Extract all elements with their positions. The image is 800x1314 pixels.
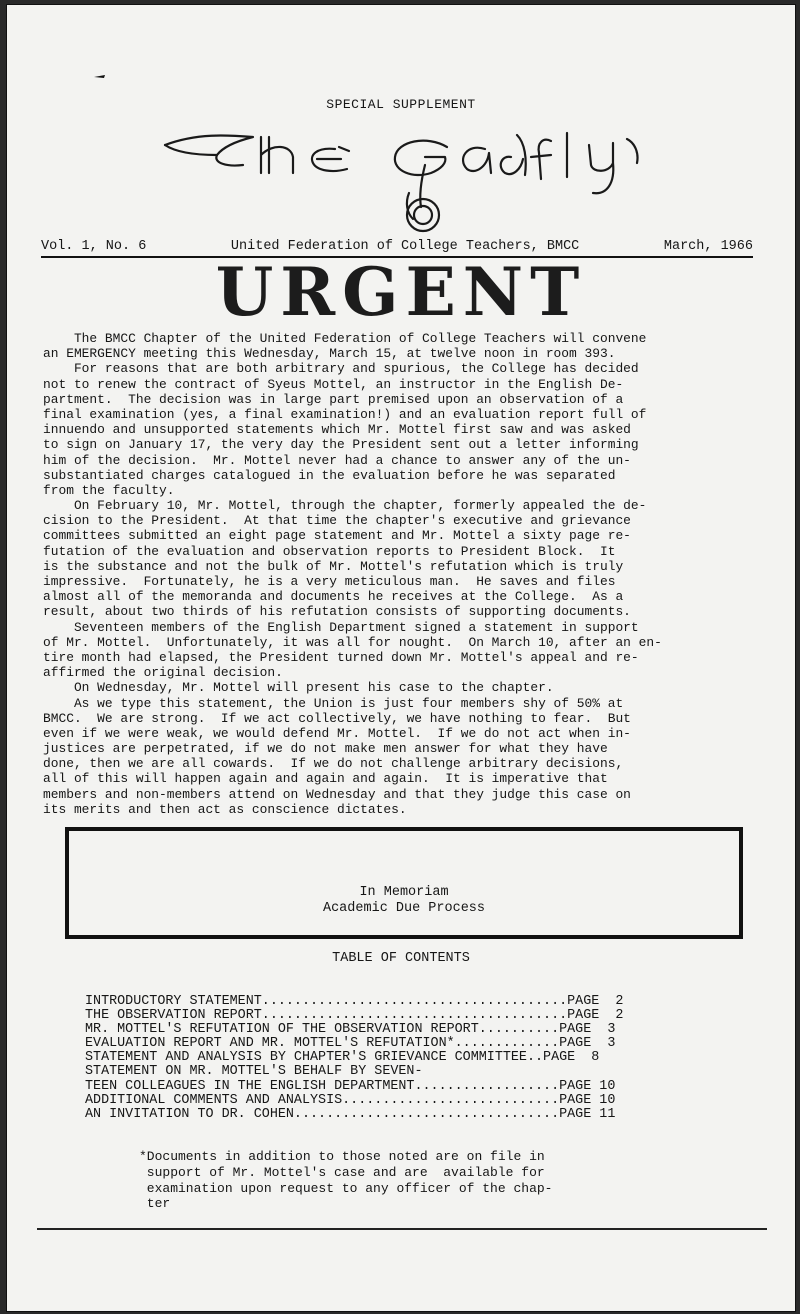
footnote-line: *Documents in addition to those noted are on file in xyxy=(139,1149,545,1164)
body-line: innuendo and unsupported statements which Mr. Mottel first saw and was asked xyxy=(43,422,631,438)
body-line: substantiated charges catalogued in the evaluation before he was separated xyxy=(43,467,616,483)
body-line: As we type this statement, the Union is just four members shy of 50% at xyxy=(43,695,624,711)
body-line: committees submitted an eight page statement and Mr. Mottel a sixty page re- xyxy=(43,528,631,544)
body-line: BMCC. We are strong. If we act collectively, we have nothing to fear. But xyxy=(43,710,631,726)
body-line: an EMERGENCY meeting this Wednesday, March 15, at twelve noon in room 393. xyxy=(43,346,616,362)
toc-entry: THE OBSERVATION REPORT......................................PAGE 2 xyxy=(85,1008,624,1024)
body-line: futation of the evaluation and observation reports to President Block. It xyxy=(43,543,616,559)
body-line: even if we were weak, we would defend Mr. Mottel. If we do not act when in- xyxy=(43,725,631,741)
body-line: to sign on January 17, the very day the President sent out a letter informing xyxy=(43,437,639,453)
ink-mark xyxy=(93,67,107,75)
body-line: from the faculty. xyxy=(43,482,175,498)
toc-entry: MR. MOTTEL'S REFUTATION OF THE OBSERVATION REPORT..........PAGE 3 xyxy=(85,1022,616,1038)
body-line: is the substance and not the bulk of Mr. Mottel's refutation which is truly xyxy=(43,558,624,574)
article-body xyxy=(43,331,783,817)
toc-entry: INTRODUCTORY STATEMENT......................................PAGE 2 xyxy=(85,994,624,1009)
body-line: cision to the President. At that time the chapter's executive and grievance xyxy=(43,513,631,529)
body-line: On Wednesday, Mr. Mottel will present his case to the chapter. xyxy=(43,680,554,696)
body-line: impressive. Fortunately, he is a very meticulous man. He saves and files xyxy=(43,574,616,589)
toc-entry: ADDITIONAL COMMENTS AND ANALYSIS...........................PAGE 10 xyxy=(85,1092,616,1108)
body-line: done, then we are all cowards. If we do not challenge arbitrary decisions, xyxy=(43,756,624,772)
body-line: of Mr. Mottel. Unfortunately, it was all for nought. On March 10, after an en- xyxy=(43,634,662,650)
organization-name: United Federation of College Teachers, BMCC xyxy=(230,239,580,254)
toc-entry: AN INVITATION TO DR. COHEN.................................PAGE 11 xyxy=(85,1106,616,1122)
body-line: The BMCC Chapter of the United Federation of College Teachers will convene xyxy=(43,331,647,346)
footnote-line: support of Mr. Mottel's case and are available for xyxy=(139,1164,545,1180)
body-line: him of the decision. Mr. Mottel never had a chance to answer any of the un- xyxy=(43,452,631,468)
memoriam-box xyxy=(65,827,743,939)
body-line: its merits and then act as conscience dictates. xyxy=(43,801,407,817)
headline: URGENT xyxy=(215,253,587,331)
memoriam-line-1: In Memoriam xyxy=(359,885,449,900)
body-line: final examination (yes, a final examination!) and an evaluation report full of xyxy=(43,406,647,422)
toc-entry: EVALUATION REPORT AND MR. MOTTEL'S REFUTATION*.............PAGE 3 xyxy=(85,1036,616,1052)
toc-title: TABLE OF CONTENTS xyxy=(332,951,470,966)
body-line: not to renew the contract of Syeus Mottel, an instructor in the English De- xyxy=(43,376,624,392)
body-line: partment. The decision was in large part premised upon an observation of a xyxy=(43,391,624,407)
body-line: almost all of the memoranda and documents he receives at the College. As a xyxy=(43,589,624,605)
toc-entry: STATEMENT ON MR. MOTTEL'S BEHALF BY SEVEN- xyxy=(85,1064,423,1080)
body-line: justices are perpetrated, if we do not make men answer for what they have xyxy=(43,741,608,757)
table-of-contents xyxy=(85,995,785,1122)
document-page xyxy=(6,4,796,1312)
body-line: For reasons that are both arbitrary and spurious, the College has decided xyxy=(43,361,639,377)
toc-entry: STATEMENT AND ANALYSIS BY CHAPTER'S GRIEVANCE COMMITTEE..PAGE 8 xyxy=(85,1050,600,1066)
memoriam-line-2: Academic Due Process xyxy=(322,901,486,916)
gadfly-logo xyxy=(157,123,647,235)
bottom-divider xyxy=(37,1228,767,1230)
footnote-line: examination upon request to any officer of the chap- xyxy=(139,1180,553,1196)
body-line: result, about two thirds of his refutation consists of supporting documents. xyxy=(43,604,631,620)
footnote-line: ter xyxy=(139,1196,171,1212)
body-line: members and non-members attend on Wednesday and that they judge this case on xyxy=(43,786,631,802)
special-supplement-label: SPECIAL SUPPLEMENT xyxy=(326,97,476,112)
body-line: On February 10, Mr. Mottel, through the chapter, formerly appealed the de- xyxy=(43,498,647,514)
body-line: affirmed the original decision. xyxy=(43,665,283,681)
body-line: all of this will happen again and again and again. It is imperative that xyxy=(43,771,608,787)
body-line: Seventeen members of the English Department signed a statement in support xyxy=(43,619,639,635)
volume-number: Vol. 1, No. 6 xyxy=(41,239,147,254)
body-line: tire month had elapsed, the President turned down Mr. Mottel's appeal and re- xyxy=(43,649,639,665)
footnote xyxy=(139,1149,639,1212)
toc-entry: TEEN COLLEAGUES IN THE ENGLISH DEPARTMENT..................PAGE 10 xyxy=(85,1078,616,1094)
issue-date: March, 1966 xyxy=(663,239,753,254)
